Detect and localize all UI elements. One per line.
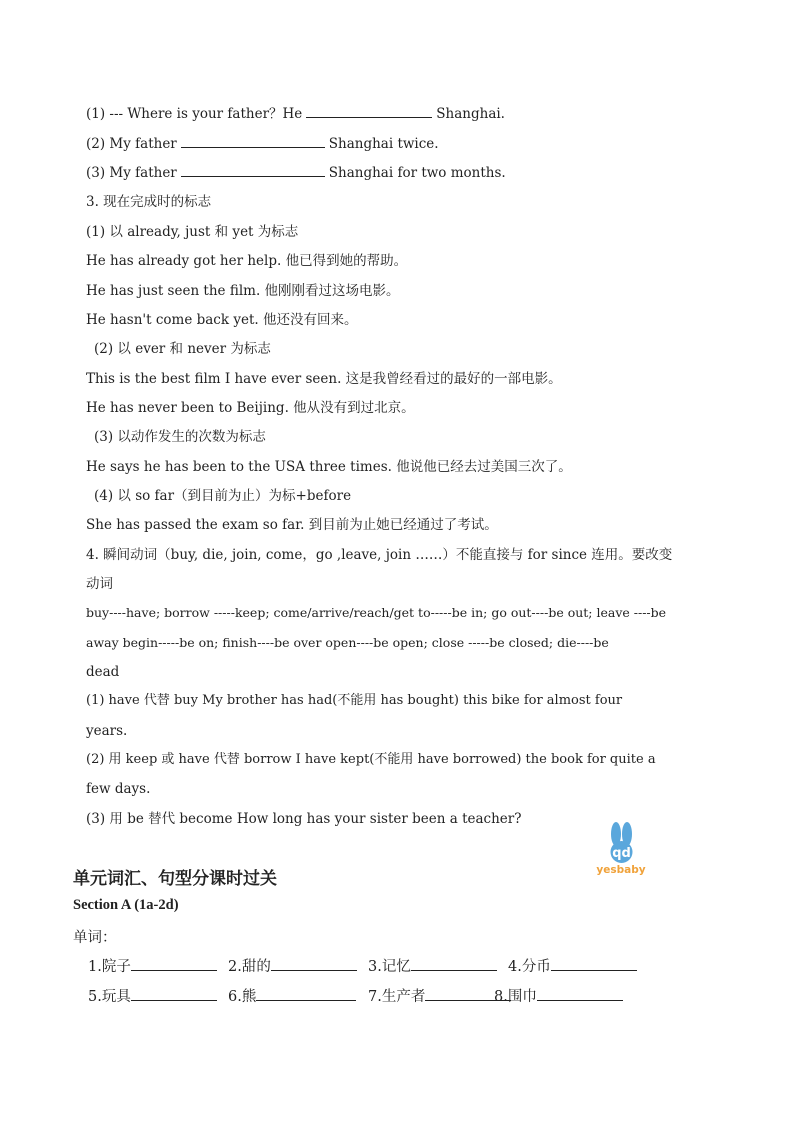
point-heading-4-cont: 动词 <box>86 576 113 592</box>
text: Shanghai twice. <box>328 136 439 152</box>
vocab-item: 8.围巾 <box>494 985 634 1006</box>
exercise-line-3 <box>86 164 726 182</box>
yesbaby-logo-icon <box>592 820 650 878</box>
logo-letters: qd <box>612 846 631 861</box>
sub-point-4: (4) 以 so far（到目前为止）为标+before <box>94 488 352 504</box>
text: (2) My father <box>86 136 177 152</box>
verb-pairs-1: buy----have; borrow -----keep; come/arrive/reach/get to-----be in; go out----be out; leave ----be <box>86 605 667 620</box>
vocab-item: 1.院子 <box>88 955 228 976</box>
answer-blank[interactable] <box>131 958 217 971</box>
vocab-item: 2.甜的 <box>228 955 368 976</box>
example-4: This is the best film I have ever seen. 这是我曾经看过的最好的一部电影。 <box>86 371 562 387</box>
answer-blank[interactable] <box>551 958 637 971</box>
exercise-line-2 <box>86 135 726 153</box>
point-heading-4: 4. 瞬间动词（buy, die, join, come，go ,leave, join ……）不能直接与 for since 连用。要改变 <box>86 547 673 563</box>
rule-2: (2) 用 keep 或 have 代替 borrow I have kept(不能用 have borrowed) the book for quite a <box>86 752 656 767</box>
unit-heading: 单元词汇、句型分课时过关 <box>73 869 277 889</box>
vocab-item: 6.熊 <box>228 985 368 1006</box>
vocab-row-1 <box>88 955 648 976</box>
rule-2-cont: few days. <box>86 781 151 797</box>
example-3: He hasn't come back yet. 他还没有回来。 <box>86 312 358 328</box>
rule-1-cont: years. <box>86 723 128 739</box>
text: (1) --- Where is your father？He <box>86 106 303 122</box>
answer-blank[interactable] <box>181 135 325 148</box>
example-1: He has already got her help. 他已得到她的帮助。 <box>86 253 408 269</box>
text: Shanghai for two months. <box>328 165 506 181</box>
example-2: He has just seen the film. 他刚刚看过这场电影。 <box>86 283 400 299</box>
rule-3: (3) 用 be 替代 become How long has your sister been a teacher? <box>86 811 522 827</box>
logo-text: yesbaby <box>596 864 646 876</box>
example-7: She has passed the exam so far. 到目前为止她已经通过了考试。 <box>86 517 498 533</box>
answer-blank[interactable] <box>271 958 357 971</box>
sub-point-1: (1) 以 already, just 和 yet 为标志 <box>86 224 299 240</box>
verb-pairs-2: away begin-----be on; finish----be over open----be open; close -----be closed; die----be <box>86 635 609 650</box>
exercise-line-1 <box>86 105 726 123</box>
vocab-label: 单词： <box>73 930 117 946</box>
text: Shanghai. <box>436 106 505 122</box>
rule-1: (1) have 代替 buy My brother has had(不能用 has bought) this bike for almost four <box>86 693 623 708</box>
example-6: He says he has been to the USA three times. 他说他已经去过美国三次了。 <box>86 459 572 475</box>
verb-pairs-3: dead <box>86 664 120 680</box>
answer-blank[interactable] <box>411 958 497 971</box>
vocab-row-2 <box>88 985 634 1006</box>
answer-blank[interactable] <box>537 988 623 1001</box>
point-heading-3: 3. 现在完成时的标志 <box>86 194 212 210</box>
sub-point-3: (3) 以动作发生的次数为标志 <box>94 429 266 445</box>
vocab-item: 4.分币 <box>508 955 648 976</box>
vocab-item: 5.玩具 <box>88 985 228 1006</box>
section-title: Section A (1a-2d) <box>73 897 179 913</box>
answer-blank[interactable] <box>256 988 356 1001</box>
answer-blank[interactable] <box>131 988 217 1001</box>
answer-blank[interactable] <box>306 105 432 118</box>
text: (3) My father <box>86 165 177 181</box>
example-5: He has never been to Beijing. 他从没有到过北京。 <box>86 400 415 416</box>
vocab-item: 3.记忆 <box>368 955 508 976</box>
answer-blank[interactable] <box>181 164 325 177</box>
vocab-item: 7.生产者 <box>368 985 494 1006</box>
sub-point-2: (2) 以 ever 和 never 为标志 <box>94 341 271 357</box>
